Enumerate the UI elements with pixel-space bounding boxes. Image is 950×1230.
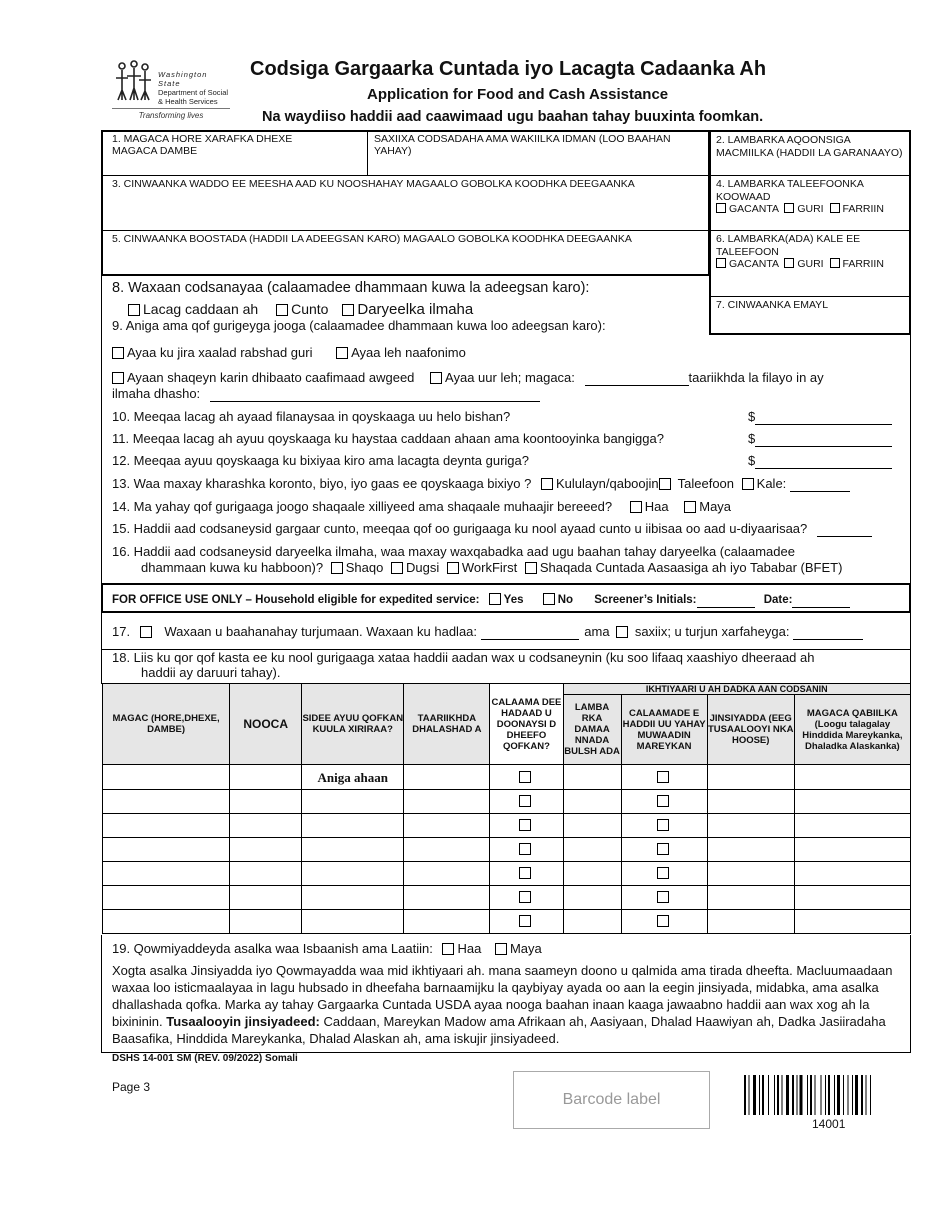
table-cell[interactable] [404, 886, 490, 910]
col-tribe-header: MAGACA QABIILKA (Loogu talagalay Hinddida Mareykanka, Dhaladka Alaskanka) [794, 695, 910, 765]
table-cell[interactable] [563, 790, 621, 814]
q9-dv-label: Ayaa ku jira xaalad rabshad guri [127, 345, 313, 360]
table-cell[interactable] [230, 862, 302, 886]
name-field-label: 1. MAGACA HORE XARAFKA DHEXE [112, 133, 293, 145]
q9-pregnant-name-input[interactable] [585, 373, 689, 386]
benefit-checkbox[interactable] [519, 891, 531, 903]
col-ssn-header: LAMBA RKA DAMAA NNADA BULSH ADA [563, 695, 621, 765]
table-cell[interactable] [621, 790, 707, 814]
phone1-cell-label: GACANTA [729, 203, 779, 215]
table-cell[interactable] [302, 790, 404, 814]
barcode-icon [744, 1075, 910, 1115]
q14-yes-label: Haa [644, 499, 669, 514]
benefit-checkbox[interactable] [519, 819, 531, 831]
screener-initials-label: Screener’s Initials: [594, 594, 697, 606]
q9-due-label: taariikhda la filayo in ay [688, 370, 824, 385]
table-cell[interactable] [404, 862, 490, 886]
q14-yes-checkbox[interactable] [630, 501, 642, 513]
table-row [103, 765, 911, 790]
benefit-checkbox[interactable] [519, 915, 531, 927]
table-cell[interactable] [404, 765, 490, 790]
table-row [103, 862, 911, 886]
q10-text: 10. Meeqaa lacag ah ayaad filanaysaa in qoyskaaga uu helo bishan? [112, 409, 511, 424]
q11-dollar: $ [748, 431, 756, 446]
table-cell[interactable] [621, 838, 707, 862]
q17-sign-checkbox[interactable] [616, 626, 628, 638]
q17-interpreter-label: Waxaan u baahanahay turjumaan. Waxaan ku hadlaa: [164, 624, 478, 639]
citizen-checkbox[interactable] [657, 819, 669, 831]
table-row [103, 910, 911, 934]
client-id-label: 2. LAMBARKA AQOONSIGA MACMIILKA (HADDII LA GARANAAYO) [716, 134, 903, 159]
q18-text: 18. Liis ku qor qof kasta ee ku nool gurigaaga xataa haddii aadan wax u codsaneynin (ku soo lifaaq xaashiyo dheeraad ah [112, 650, 815, 665]
table-cell[interactable] [621, 765, 707, 790]
table-cell[interactable] [490, 838, 563, 862]
q9-text: 9. Aniga ama qof gurigeyga jooga (calaamadee dhammaan kuwa loo adeegsan karo): [112, 318, 606, 333]
table-cell[interactable] [103, 838, 230, 862]
phone2-home-checkbox[interactable] [784, 258, 794, 268]
table-cell[interactable] [563, 838, 621, 862]
q8-childcare-label: Daryeelka ilmaha [357, 301, 474, 318]
table-cell[interactable] [230, 790, 302, 814]
col-name-header: MAGAC (HORE,DHEXE, DAMBE) [103, 684, 230, 765]
table-cell[interactable] [621, 862, 707, 886]
table-cell[interactable] [302, 862, 404, 886]
office-use-label: FOR OFFICE USE ONLY – Household eligible for expedited service: [112, 594, 480, 606]
table-cell[interactable] [302, 814, 404, 838]
q15-text: 15. Haddii aad codsaneysid gargaar cunto, meeqaa qof oo gurigaaga ku nool ayaad cunto u iibisaa oo aad u-diyaarisaa? [112, 521, 808, 536]
table-cell[interactable] [404, 838, 490, 862]
col-dob-header: TAARIIKHDA DHALASHAD A [404, 684, 490, 765]
q8-food-label: Cunto [291, 301, 329, 317]
q14-no-checkbox[interactable] [684, 501, 696, 513]
table-cell[interactable] [490, 814, 563, 838]
table-cell[interactable] [103, 814, 230, 838]
q9-disability-label: Ayaa leh naafonimo [351, 345, 466, 360]
phone2-home-label: GURI [797, 258, 824, 270]
race-disclaimer [112, 962, 907, 1047]
table-cell[interactable] [230, 910, 302, 934]
table-cell[interactable] [103, 910, 230, 934]
q8-cash-label: Lacag caddaan ah [143, 301, 259, 317]
q12-text: 12. Meeqaa ayuu qoyskaaga ku bixiyaa kiro ama lacagta deynta guriga? [112, 453, 529, 468]
phone1-home-checkbox[interactable] [784, 203, 794, 213]
table-cell[interactable] [563, 765, 621, 790]
table-cell[interactable] [563, 886, 621, 910]
q17-number: 17. [112, 624, 131, 639]
q16-school-checkbox[interactable] [391, 562, 403, 574]
table-cell[interactable] [103, 765, 230, 790]
other-phone-label: 6. LAMBARKA(ADA) KALE EE TALEEFOON [716, 233, 861, 258]
table-cell[interactable] [707, 790, 794, 814]
office-use-block [101, 583, 911, 613]
phone1-home-label: GURI [797, 203, 824, 215]
q16-bfet-checkbox[interactable] [525, 562, 537, 574]
table-cell[interactable] [404, 910, 490, 934]
q14-no-label: Maya [699, 499, 732, 514]
q15-input[interactable] [817, 524, 872, 537]
q17-sign-label: saxiix; u turjun xarfaheyga: [634, 624, 790, 639]
q13-heating-label: Kululayn/qaboojin [556, 476, 659, 491]
citizen-checkbox[interactable] [657, 891, 669, 903]
q16-bfet-label: Shaqada Cuntada Aasaasiga ah iyo Tababar (BFET) [539, 560, 843, 575]
table-cell[interactable] [707, 838, 794, 862]
citizen-checkbox[interactable] [657, 795, 669, 807]
q13-heating-checkbox[interactable] [541, 478, 553, 490]
table-cell[interactable] [103, 886, 230, 910]
q17-translate-input[interactable] [793, 627, 863, 640]
name-field-label2: MAGACA DAMBE [112, 145, 198, 157]
table-row [103, 838, 911, 862]
q9-disability-checkbox[interactable] [336, 347, 348, 359]
col-race-header: JINSIYADDA (EEG TUSAALOOYI NKA HOOSE) [707, 695, 794, 765]
client-id-field[interactable] [709, 130, 911, 176]
mailing-address-label: 5. CINWAANKA BOOSTADA (HADDII LA ADEEGSAN KARO) MAGAALO GOBOLKA KOODHKA DEEGAANKA [112, 233, 632, 245]
household-table [102, 683, 911, 934]
table-cell[interactable] [490, 910, 563, 934]
table-cell[interactable] [404, 814, 490, 838]
race-disclaimer-text: Xogta asalka Jinsiyadda iyo Qowmayadda waa mid ikhtiyaari ah. mana saameyn doono u qalmida ama tirada dheefta. Macluumaadaan waxaa loo isticmaalayaa in lagu hubsado in dheefaha barnaamijku la qaybiyay ayada oo aan la eegin jinsiyada, midabka, ama asalka dhallashada qofka. Marka ay tahay Gargaarka Cuntada USDA ayaa nooga baahan inaan kaaga jawaabno haddii aan wax xog ah la bixininin. [112, 963, 893, 1029]
benefit-checkbox[interactable] [519, 867, 531, 879]
q19-yes-label: Haa [457, 941, 482, 956]
email-label: 7. CINWAANKA EMAYL [716, 299, 829, 311]
q8-childcare-checkbox[interactable] [342, 304, 354, 316]
q12-input[interactable] [755, 456, 892, 469]
form-instruction: Na waydiiso haddii aad caawimaad ugu baahan tahay buuxinta foomkan. [262, 109, 764, 125]
table-cell[interactable] [707, 814, 794, 838]
citizen-checkbox[interactable] [657, 843, 669, 855]
q16-school-label: Dugsi [405, 560, 440, 575]
benefit-checkbox[interactable] [519, 843, 531, 855]
table-cell[interactable] [794, 838, 910, 862]
q9-due-date-input[interactable] [210, 389, 540, 402]
citizen-checkbox[interactable] [657, 771, 669, 783]
signature-field[interactable] [367, 130, 710, 176]
col-benefit-header: CALAAMA DEE HADAAD U DOONAYSI D DHEEFO QOFKAN? [490, 684, 563, 765]
table-cell[interactable] [103, 790, 230, 814]
office-yes-checkbox[interactable] [489, 593, 501, 605]
table-row [103, 886, 911, 910]
q11-input[interactable] [755, 434, 892, 447]
table-cell[interactable] [230, 838, 302, 862]
q13-other-input[interactable] [790, 479, 850, 492]
q16-workfirst-label: WorkFirst [461, 560, 518, 575]
col-relation-header: SIDEE AYUU QOFKAN KUULA XIRIRAA? [302, 684, 404, 765]
q17-language-input[interactable] [481, 627, 579, 640]
q8-cash-checkbox[interactable] [128, 304, 140, 316]
table-cell[interactable] [707, 886, 794, 910]
q19-yes-checkbox[interactable] [442, 943, 454, 955]
citizen-checkbox[interactable] [657, 915, 669, 927]
table-cell[interactable] [490, 765, 563, 790]
table-cell[interactable] [404, 790, 490, 814]
table-cell[interactable] [490, 790, 563, 814]
citizen-checkbox[interactable] [657, 867, 669, 879]
relation-self-cell[interactable]: Aniga ahaan [302, 765, 404, 790]
residential-address-field[interactable] [101, 175, 710, 231]
table-row [103, 814, 911, 838]
logo-line1: Washington State [158, 70, 208, 88]
q11-text: 11. Meeqaa lacag ah ayuu qoyskaaga ku haystaa caddaan ahaan ama koontooyinka bangigga? [112, 431, 664, 446]
q14-text: 14. Ma yahay qof gurigaaga joogo shaqaale xilliyeed ama shaqaale muhaajir bereeed? [112, 499, 613, 514]
phone2-message-label: FARRIIN [842, 258, 884, 270]
table-cell[interactable] [563, 862, 621, 886]
primary-phone-label: 4. LAMBARKA TALEEFOONKA KOOWAAD [716, 178, 864, 203]
table-cell[interactable] [302, 838, 404, 862]
table-cell[interactable] [490, 886, 563, 910]
phone2-message-checkbox[interactable] [830, 258, 840, 268]
q9-unable-work-checkbox[interactable] [112, 372, 124, 384]
table-cell[interactable] [103, 862, 230, 886]
table-cell[interactable] [707, 765, 794, 790]
q16-text: 16. Haddii aad codsaneysid daryeelka ilmaha, waa maxay waxqabadka aad ugu baahan tahay daryeelka (calaamadee [112, 544, 795, 559]
col-citizen-header: CALAAMADE E HADDII UU YAHAY MUWAADIN MAREYKAN [621, 695, 707, 765]
q9-pregnant-checkbox[interactable] [430, 372, 442, 384]
q19-no-label: Maya [509, 941, 542, 956]
q10-dollar: $ [748, 409, 756, 424]
table-cell[interactable] [302, 910, 404, 934]
signature-field-label: SAXIIXA CODSADAHA AMA WAKIILKA IDMAN (LOO BAAHAN [374, 133, 671, 145]
q9-due-label2: ilmaha dhasho: [112, 386, 201, 401]
q8-text: 8. Waxaan codsanayaa (calaamadee dhammaan kuwa la adeegsan karo): [112, 280, 590, 296]
residential-address-label: 3. CINWAANKA WADDO EE MEESHA AAD KU NOOSHAHAY MAGAALO GOBOLKA KOODHKA DEEGAANKA [112, 178, 635, 190]
q16-work-checkbox[interactable] [331, 562, 343, 574]
q10-input[interactable] [755, 412, 892, 425]
q13-phone-checkbox[interactable] [659, 478, 671, 490]
q9-dv-checkbox[interactable] [112, 347, 124, 359]
q19-text: 19. Qowmiyaddeyda asalka waa Isbaanish ama Laatiin: [112, 941, 433, 956]
office-no-label: No [557, 594, 574, 606]
q12-dollar: $ [748, 453, 756, 468]
q16-work-label: Shaqo [345, 560, 384, 575]
name-field[interactable] [101, 130, 368, 176]
table-cell[interactable] [794, 790, 910, 814]
q16-text2: dhammaan kuwa ku habboon)? [141, 560, 324, 575]
q9-unable-work-label: Ayaan shaqeyn karin dhibaato caafimaad awgeed [127, 370, 415, 385]
benefit-checkbox[interactable] [519, 795, 531, 807]
office-no-checkbox[interactable] [543, 593, 555, 605]
page-number: Page 3 [112, 1080, 151, 1094]
optional-group-header: IKHTIYAARI U AH DADKA AAN CODSANIN [563, 684, 911, 695]
q16-workfirst-checkbox[interactable] [447, 562, 459, 574]
table-cell[interactable] [302, 886, 404, 910]
q17-interpreter-checkbox[interactable] [140, 626, 152, 638]
q19-no-checkbox[interactable] [495, 943, 507, 955]
logo-tagline: Transforming lives [112, 108, 230, 120]
table-cell[interactable] [794, 862, 910, 886]
phone1-message-checkbox[interactable] [830, 203, 840, 213]
office-yes-label: Yes [503, 594, 524, 606]
q13-other-checkbox[interactable] [742, 478, 754, 490]
benefit-checkbox[interactable] [519, 771, 531, 783]
q13-text: 13. Waa maxay kharashka koronto, biyo, iyo gaas ee qoyskaaga bixiyo ? [112, 476, 532, 491]
q9-pregnant-label: Ayaa uur leh; magaca: [445, 370, 575, 385]
q8-food-checkbox[interactable] [276, 304, 288, 316]
table-row [103, 790, 911, 814]
table-cell[interactable] [230, 765, 302, 790]
q17-or-label: ama [584, 624, 610, 639]
table-cell[interactable] [230, 886, 302, 910]
dshs-logo [112, 60, 230, 124]
table-cell[interactable] [563, 910, 621, 934]
signature-field-label2: YAHAY) [374, 145, 412, 157]
table-cell[interactable] [794, 886, 910, 910]
table-cell[interactable] [230, 814, 302, 838]
screener-initials-input[interactable] [697, 595, 755, 608]
form-title: Codsiga Gargaarka Cuntada iyo Lacagta Cadaanka Ah [250, 58, 767, 80]
office-date-input[interactable] [792, 595, 850, 608]
table-cell[interactable] [707, 862, 794, 886]
q13-other-label: Kale: [756, 476, 787, 491]
phone2-cell-checkbox[interactable] [716, 258, 726, 268]
phone2-cell-label: GACANTA [729, 258, 779, 270]
mailing-address-field[interactable] [101, 230, 710, 276]
barcode-label-box: Barcode label [513, 1071, 710, 1129]
form-id: DSHS 14-001 SM (REV. 09/2022) Somali [112, 1053, 298, 1064]
table-cell[interactable] [490, 862, 563, 886]
logo-line2: Department of Social [158, 88, 229, 97]
table-cell[interactable] [621, 886, 707, 910]
table-cell[interactable] [707, 910, 794, 934]
form-subtitle: Application for Food and Cash Assistance [367, 86, 669, 103]
table-cell[interactable] [794, 910, 910, 934]
phone1-message-label: FARRIIN [842, 203, 884, 215]
table-cell[interactable] [794, 814, 910, 838]
q13-phone-label: Taleefoon [677, 476, 735, 491]
race-examples-text: Caddaan, Mareykan Madow ama Afrikaan ah, Aasiyaan, Dhalad Haawiyan ah, Dadka Jasiiradaha Baasafika, Hinddida Mareykanka, Dhalad Alaskan ah, ama iskujir jinsiyadeed. [112, 1014, 886, 1046]
q18-text2: haddii ay daruuri tahay). [141, 665, 281, 680]
col-sex-header: NOOCA [230, 684, 302, 765]
phone1-cell-checkbox[interactable] [716, 203, 726, 213]
barcode-number: 14001 [812, 1117, 846, 1131]
race-examples-label: Tusaalooyin jinsiyadeed: [166, 1014, 320, 1029]
table-cell[interactable] [621, 910, 707, 934]
logo-line3: & Health Services [158, 97, 218, 106]
office-date-label: Date: [763, 594, 793, 606]
table-cell[interactable] [794, 765, 910, 790]
table-cell[interactable] [563, 814, 621, 838]
table-cell[interactable] [621, 814, 707, 838]
primary-phone-field[interactable] [709, 175, 911, 231]
dshs-logo-icon [112, 60, 154, 106]
